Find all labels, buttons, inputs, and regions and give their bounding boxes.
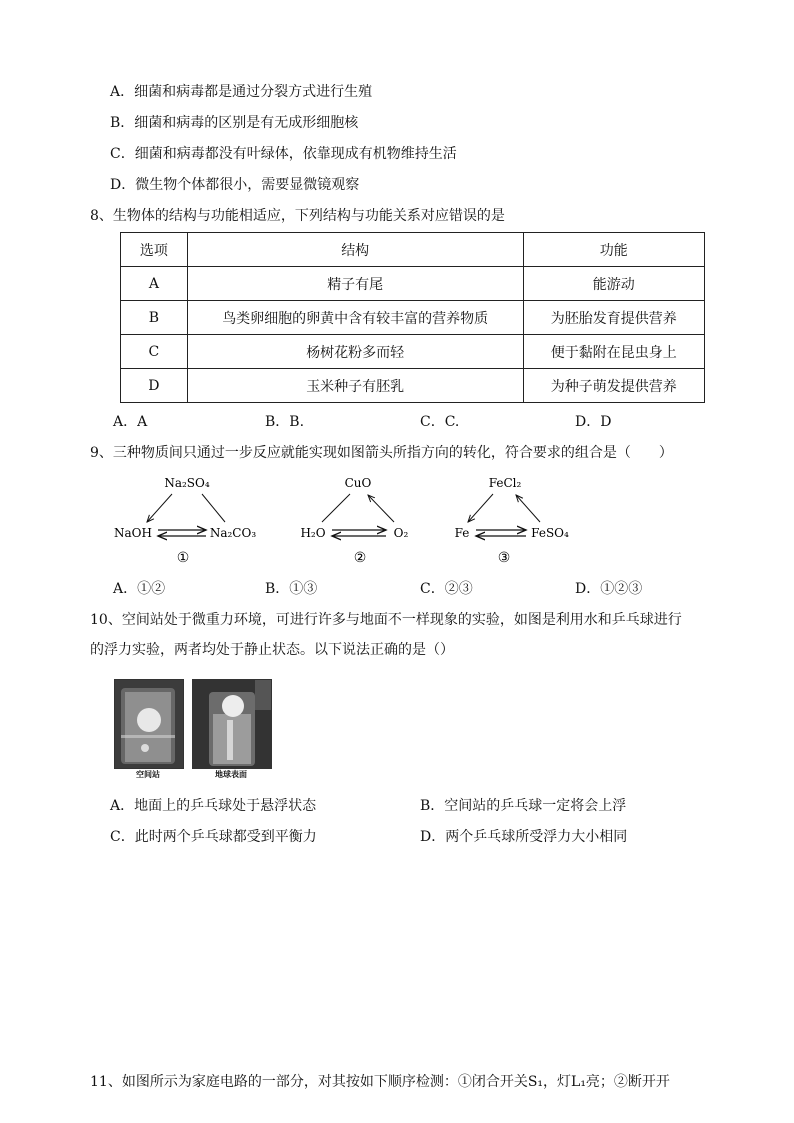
space-station-photo [114, 679, 184, 769]
diagram-2-number: ② [353, 550, 367, 566]
diagram-2-right: O₂ [393, 526, 409, 540]
table-cell: 精子有尾 [187, 267, 523, 301]
table-cell: 便于黏附在昆虫身上 [523, 335, 704, 369]
table-row [121, 267, 705, 301]
table-cell: A [121, 267, 188, 301]
q9-option-c: C．②③ [420, 581, 473, 597]
table-cell: 鸟类卵细胞的卵黄中含有较丰富的营养物质 [187, 301, 523, 335]
q7-option-b: B．细菌和病毒的区别是有无成形细胞核 [110, 115, 359, 131]
q8-option-a: A．A [113, 414, 148, 430]
q9-stem: 9、三种物质间只通过一步反应就能实现如图箭头所指方向的转化，符合要求的组合是（ ） [90, 445, 673, 461]
diagram-2 [300, 476, 408, 566]
arrow-right-to-top [368, 495, 394, 522]
earth-surface-photo [192, 679, 272, 769]
diagram-1-left: NaOH [114, 526, 152, 540]
table-cell: D [121, 369, 188, 403]
q10-option-d: D．两个乒乓球所受浮力大小相同 [420, 829, 628, 845]
earth-surface-caption: 地球表面 [215, 770, 247, 779]
q7-option-c: C．细菌和病毒都没有叶绿体，依靠现成有机物维持生活 [110, 146, 457, 162]
table-row [121, 369, 705, 403]
q9-option-a: A．①② [113, 581, 166, 597]
q9-option-d: D．①②③ [575, 581, 643, 597]
q8-table [120, 232, 705, 403]
q9-conversion-diagrams [100, 470, 600, 570]
q10-option-a: A．地面上的乒乓球处于悬浮状态 [110, 798, 317, 814]
diagram-3 [455, 476, 569, 566]
diagram-2-left: H₂O [300, 526, 326, 540]
q10-option-c: C．此时两个乒乓球都受到平衡力 [110, 829, 317, 845]
q10-stem-line-2: 的浮力实验，两者均处于静止状态。以下说法正确的是（） [90, 642, 454, 658]
table-cell: 玉米种子有胚乳 [187, 369, 523, 403]
q10-option-b: B．空间站的乒乓球一定将会上浮 [420, 798, 627, 814]
arrow-right-to-top [516, 495, 540, 522]
diagram-1-top: Na₂SO₄ [164, 476, 210, 490]
q10-stem-line-1: 10、空间站处于微重力环境，可进行许多与地面不一样现象的实验，如图是利用水和乒乓球进行 [90, 612, 682, 628]
table-cell: 能游动 [523, 267, 704, 301]
q8-option-c: C．C. [420, 414, 460, 430]
q7-option-d: D．微生物个体都很小，需要显微镜观察 [110, 177, 360, 193]
diagram-3-number: ③ [497, 550, 511, 566]
diagram-1-right: Na₂CO₃ [209, 526, 257, 540]
diagram-3-left: Fe [454, 526, 470, 540]
table-cell: B [121, 301, 188, 335]
arrow-top-left [147, 494, 172, 522]
table-row [121, 301, 705, 335]
table-header-cell: 功能 [523, 233, 704, 267]
q9-option-b: B．①③ [265, 581, 318, 597]
q8-stem: 8、生物体的结构与功能相适应，下列结构与功能关系对应错误的是 [90, 208, 505, 224]
table-header-cell: 选项 [121, 233, 188, 267]
diagram-2-top: CuO [344, 476, 372, 490]
diagram-1-number: ① [176, 550, 190, 566]
diagram-3-right: FeSO₄ [531, 526, 569, 540]
q8-option-b: B．B. [265, 414, 305, 430]
diagram-1 [114, 476, 256, 566]
table-row [121, 335, 705, 369]
arrow-top-left-link [322, 494, 350, 522]
table-header-row [121, 233, 705, 267]
arrow-top-right-link [202, 494, 225, 522]
table-cell: 杨树花粉多而轻 [187, 335, 523, 369]
table-header-cell: 结构 [187, 233, 523, 267]
q7-option-a: A．细菌和病毒都是通过分裂方式进行生殖 [110, 84, 373, 100]
diagram-3-top: FeCl₂ [488, 476, 522, 490]
q8-option-d: D．D [575, 414, 612, 430]
q11-stem: 11、如图所示为家庭电路的一部分，对其按如下顺序检测：①闭合开关S₁，灯L₁亮；②断开开 [90, 1074, 670, 1090]
space-station-caption: 空间站 [136, 770, 160, 779]
table-cell: C [121, 335, 188, 369]
arrow-top-left [468, 494, 493, 522]
table-cell: 为胚胎发育提供营养 [523, 301, 704, 335]
table-cell: 为种子萌发提供营养 [523, 369, 704, 403]
